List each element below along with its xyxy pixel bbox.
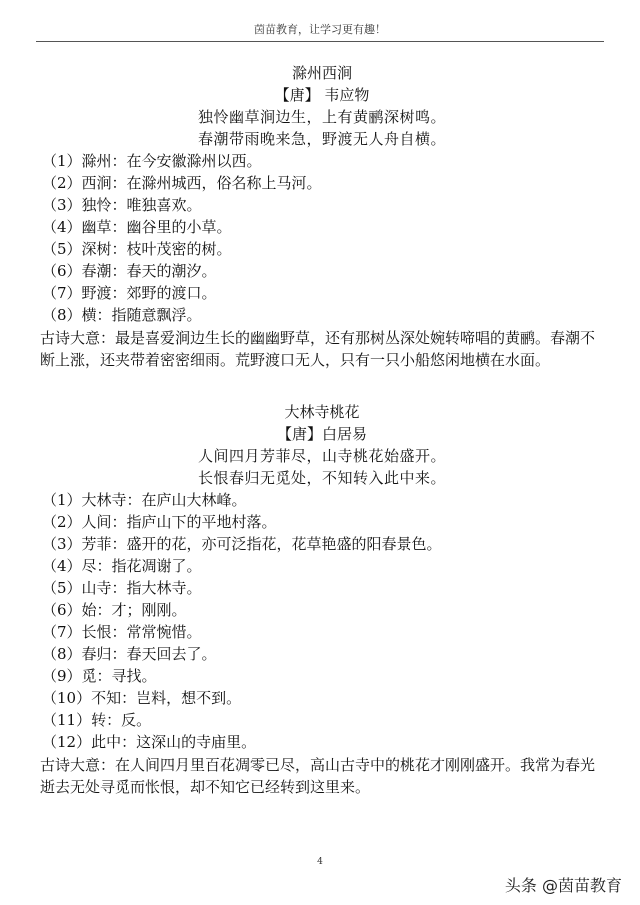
poem-meaning: 古诗大意：最是喜爱涧边生长的幽幽野草，还有那树丛深处婉转啼唱的黄鹂。春潮不断上涨，还夹带着密密细雨。荒野渡口无人，只有一只小船悠闲地横在水面。: [40, 329, 596, 369]
annotation-item: （8）横：指随意飘浮。: [42, 306, 202, 324]
header-divider: [36, 41, 604, 42]
poem-author: 【唐】白居易: [276, 425, 367, 443]
poem-section-2: [40, 401, 604, 798]
source-watermark: 头条 @茵苗教育: [504, 876, 622, 895]
annotation-item: （11）转：反。: [42, 711, 152, 729]
annotation-item: （5）山寺：指大林寺。: [42, 579, 202, 597]
annotation-item: （5）深树：枝叶茂密的树。: [42, 240, 232, 258]
annotation-item: （2）西涧：在滁州城西，俗名称上马河。: [42, 174, 322, 192]
poem-title: 滁州西涧: [291, 64, 352, 82]
annotation-item: （1）大林寺：在庐山大林峰。: [42, 491, 247, 509]
annotation-item: （7）野渡：郊野的渡口。: [42, 284, 217, 302]
poem-line: 长恨春归无觅处，不知转入此中来。: [197, 469, 446, 487]
annotation-item: （4）幽草：幽谷里的小草。: [42, 218, 232, 236]
poem-section-1: [40, 62, 604, 371]
annotation-item: （6）春潮：春天的潮汐。: [42, 262, 217, 280]
page-number: 4: [317, 857, 323, 867]
annotation-item: （3）芳菲：盛开的花，亦可泛指花，花草艳盛的阳春景色。: [42, 535, 442, 553]
annotation-item: （8）春归：春天回去了。: [42, 645, 217, 663]
poem-line: 独怜幽草涧边生，上有黄鹂深树鸣。: [197, 108, 446, 126]
annotation-item: （4）尽：指花凋谢了。: [42, 557, 202, 575]
annotation-item: （3）独怜：唯独喜欢。: [42, 196, 202, 214]
poem-title: 大林寺桃花: [284, 403, 360, 421]
poem-author: 【唐】 韦应物: [274, 86, 370, 104]
annotation-item: （10）不知：岂料，想不到。: [42, 689, 242, 707]
annotation-item: （6）始：才；刚刚。: [42, 601, 187, 619]
annotation-item: （1）滁州：在今安徽滁州以西。: [42, 152, 262, 170]
annotation-item: （12）此中：这深山的寺庙里。: [42, 733, 257, 751]
annotation-item: （2）人间：指庐山下的平地村落。: [42, 513, 277, 531]
page-header: 茵苗教育，让学习更有趣！: [254, 23, 386, 36]
annotation-item: （9）觅：寻找。: [42, 667, 157, 685]
poem-line: 人间四月芳菲尽，山寺桃花始盛开。: [197, 447, 446, 465]
poem-meaning: 古诗大意：在人间四月里百花凋零已尽，高山古寺中的桃花才刚刚盛开。我常为春光逝去无处寻觅而怅恨，却不知它已经转到这里来。: [40, 756, 596, 796]
poem-line: 春潮带雨晚来急，野渡无人舟自横。: [197, 130, 446, 148]
annotation-item: （7）长恨：常常惋惜。: [42, 623, 202, 641]
